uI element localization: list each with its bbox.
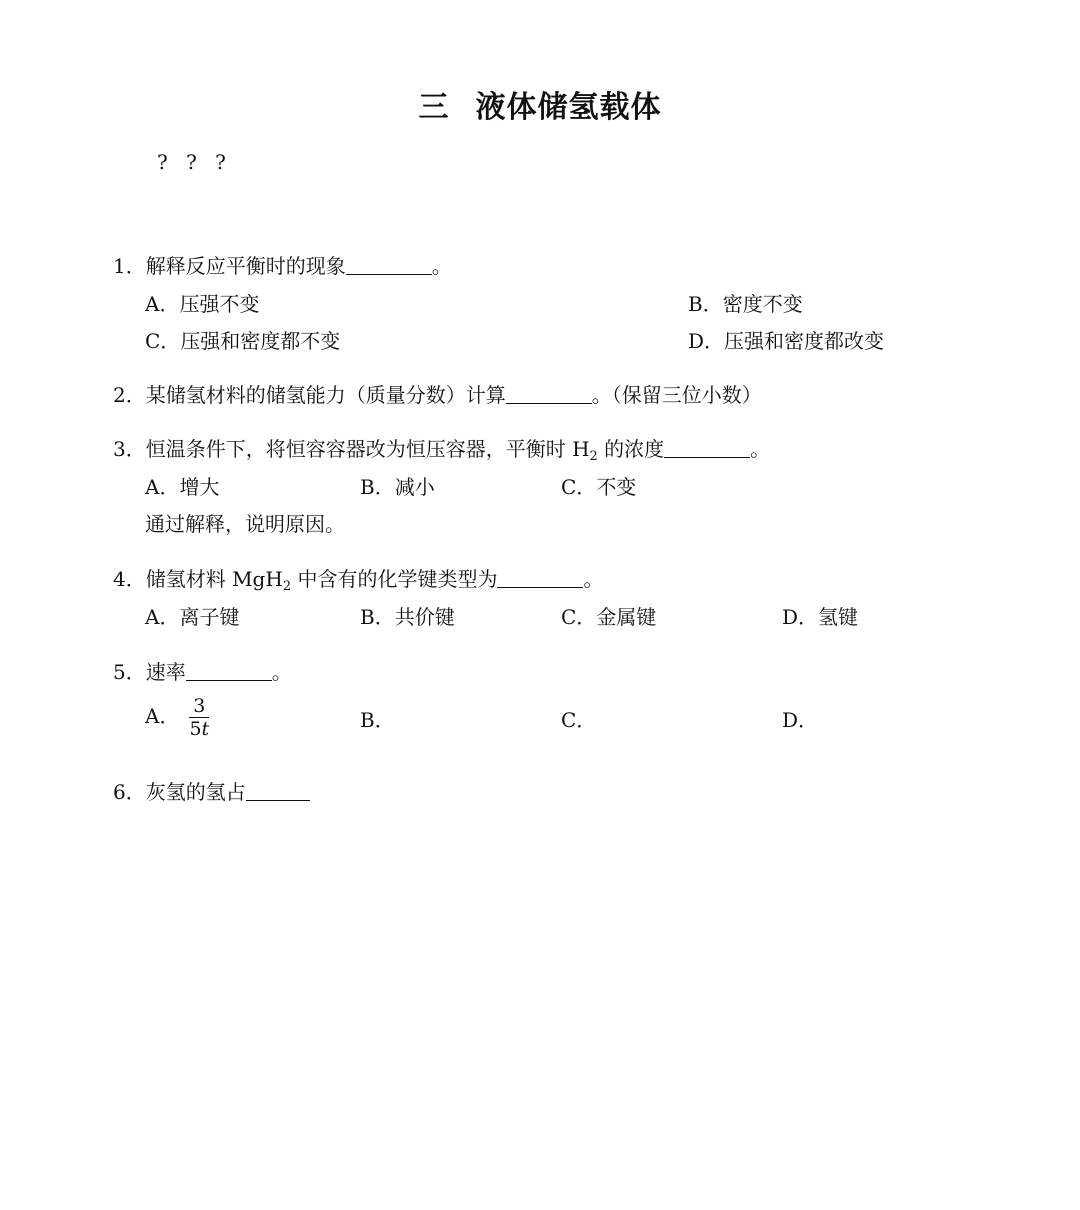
option-letter: D．	[688, 329, 725, 353]
question-3-end: 。	[750, 437, 771, 461]
option-letter: C．	[561, 475, 597, 499]
option-letter: D．	[782, 605, 819, 629]
placeholder-marks: ? ? ?	[157, 150, 232, 174]
question-4-stem: 4．储氢材料 MgH	[113, 567, 283, 591]
question-5-end: 。	[271, 660, 292, 684]
question-5-stem: 5．速率	[113, 660, 186, 684]
question-3-option-c[interactable]	[561, 473, 636, 501]
fraction	[189, 695, 209, 740]
question-2-stem: 2．某储氢材料的储氢能力（质量分数）计算	[113, 383, 506, 407]
question-1-end: 。	[431, 254, 452, 278]
question-4-option-c[interactable]	[561, 603, 656, 631]
section-title-text: 液体储氢载体	[475, 90, 662, 125]
option-text: 氢键	[818, 605, 859, 629]
question-1-blank[interactable]	[346, 254, 432, 275]
fraction-numerator: 3	[189, 695, 209, 718]
question-3-stem-cont: 的浓度	[597, 437, 665, 461]
question-5-option-c[interactable]	[561, 706, 596, 734]
question-3-blank[interactable]	[664, 437, 750, 458]
fraction-denominator	[189, 718, 209, 740]
question-1-option-c[interactable]	[145, 327, 340, 355]
question-2	[113, 381, 762, 409]
option-letter: A．	[145, 475, 180, 499]
question-4-option-a[interactable]	[145, 603, 239, 631]
option-letter: C．	[561, 708, 597, 732]
question-5-option-a[interactable]	[145, 695, 209, 740]
option-text: 压强不变	[179, 292, 260, 316]
question-5-blank[interactable]	[186, 660, 272, 681]
question-4-stem-cont: 中含有的化学键类型为	[291, 567, 498, 591]
question-2-end: 。（保留三位小数）	[591, 383, 762, 407]
subscript: 2	[282, 579, 292, 594]
question-6	[113, 778, 310, 806]
question-4	[113, 565, 603, 593]
question-6-blank[interactable]	[246, 780, 310, 801]
option-letter: B．	[360, 605, 395, 629]
option-letter: D．	[782, 708, 819, 732]
question-5-option-d[interactable]	[782, 706, 818, 734]
option-text: 金属键	[596, 605, 657, 629]
denominator-variable: t	[201, 718, 210, 740]
question-3-stem: 3．恒温条件下，将恒容容器改为恒压容器，平衡时 H	[113, 437, 590, 461]
option-text: 不变	[596, 475, 637, 499]
question-4-end: 。	[583, 567, 604, 591]
question-4-blank[interactable]	[497, 567, 583, 588]
option-letter: B．	[360, 708, 395, 732]
question-1-stem: 1．解释反应平衡时的现象	[113, 254, 346, 278]
question-4-option-d[interactable]	[782, 603, 858, 631]
question-3	[113, 435, 770, 463]
option-letter: B．	[688, 292, 723, 316]
option-text: 离子键	[179, 605, 240, 629]
option-letter: C．	[145, 329, 181, 353]
option-text: 压强和密度都改变	[724, 329, 885, 353]
option-letter: A．	[145, 704, 180, 728]
option-letter: A．	[145, 605, 180, 629]
option-text: 增大	[179, 475, 220, 499]
option-text: 共价键	[394, 605, 455, 629]
question-6-stem: 6．灰氢的氢占	[113, 780, 246, 804]
question-4-option-b[interactable]	[360, 603, 455, 631]
question-1	[113, 252, 452, 280]
question-1-option-b[interactable]	[688, 290, 803, 318]
section-number: 三	[418, 90, 450, 125]
section-title	[0, 82, 1080, 126]
question-2-blank[interactable]	[506, 383, 592, 404]
question-3-option-a[interactable]	[145, 473, 219, 501]
option-text: 密度不变	[722, 292, 803, 316]
question-5-option-b[interactable]	[360, 706, 395, 734]
question-3-note: 通过解释，说明原因。	[145, 512, 345, 536]
question-5	[113, 658, 292, 686]
subscript: 2	[589, 449, 598, 464]
question-1-option-a[interactable]	[145, 290, 259, 318]
option-text: 压强和密度都不变	[180, 329, 341, 353]
question-1-option-d[interactable]	[688, 327, 884, 355]
option-letter: A．	[145, 292, 180, 316]
option-letter: B．	[360, 475, 395, 499]
denominator-number: 5	[189, 718, 202, 740]
option-text: 减小	[394, 475, 435, 499]
question-3-option-b[interactable]	[360, 473, 435, 501]
option-letter: C．	[561, 605, 597, 629]
